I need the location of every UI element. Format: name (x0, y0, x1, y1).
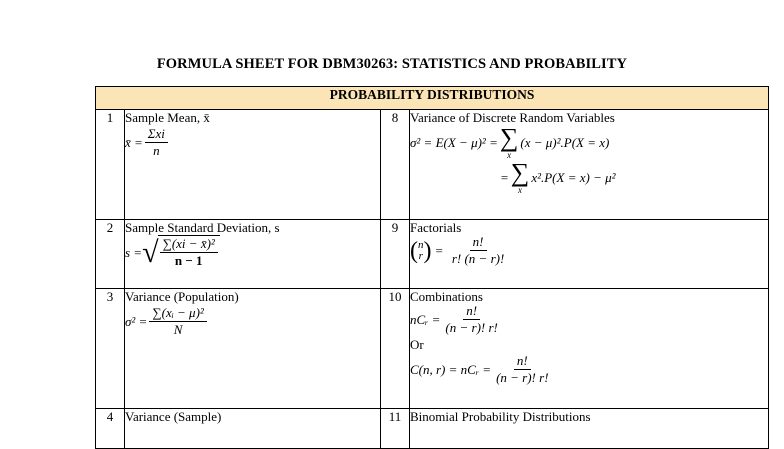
formula-label: Binomial Probability Distributions (410, 409, 591, 424)
table-row (96, 289, 769, 409)
formula-table (95, 86, 769, 449)
formula-lhs: σ² = E(X − μ)² = (410, 134, 498, 150)
formula-number: 10 (381, 289, 410, 409)
formula-label: Sample Mean, x̄ (125, 110, 210, 125)
formula-label: Variance (Sample) (125, 409, 222, 424)
formula-label: Sample Standard Deviation, s (125, 220, 280, 235)
formula-lhs: σ² = (125, 313, 148, 329)
table-row (96, 220, 769, 289)
table-row (96, 110, 769, 220)
fraction (160, 237, 218, 268)
formula-number: 11 (381, 409, 410, 449)
fraction-denominator: r! (n − r)! (451, 251, 505, 266)
formula-lhs: x̄ = (125, 134, 143, 150)
formula-rhs: x².P(X = x) − μ² (531, 169, 616, 185)
formula-expression (125, 235, 380, 271)
fraction (493, 354, 551, 385)
summation-index: x (507, 150, 512, 160)
document-title: FORMULA SHEET FOR DBM30263: STATISTICS AND PROBABILITY (156, 56, 628, 72)
table-row (96, 409, 769, 449)
formula-cell-population-variance (125, 289, 381, 409)
formula-expression (410, 125, 768, 160)
section-banner: PROBABILITY DISTRIBUTIONS (96, 87, 769, 110)
formula-number: 4 (96, 409, 125, 449)
equals-sign: = (435, 242, 443, 258)
formula-lhs: nCᵣ = (410, 311, 441, 327)
formula-lhs: C(n, r) = nCᵣ = (410, 361, 492, 377)
fraction-denominator: N (173, 322, 183, 337)
fraction-numerator: ∑(xᵢ − μ)² (149, 306, 206, 322)
formula-number: 8 (381, 110, 410, 220)
fraction-denominator: n (153, 143, 160, 158)
fraction-numerator: n! (463, 304, 480, 320)
table-banner-row (96, 87, 769, 110)
fraction-numerator: n! (514, 354, 531, 370)
fraction-numerator: ∑(xi − x̄)² (160, 237, 218, 253)
formula-label: Combinations (410, 289, 483, 304)
fraction-numerator: Σxi (145, 127, 168, 143)
binomial-coefficient: ( n r ) (410, 237, 432, 264)
formula-expression (125, 127, 380, 158)
formula-number: 3 (96, 289, 125, 409)
formula-label: Factorials (410, 220, 462, 235)
or-label: Or (410, 337, 424, 352)
formula-cell-factorials (410, 220, 769, 289)
formula-cell-binomial (410, 409, 769, 449)
summation-symbol: ∑ x (510, 158, 530, 195)
formula-cell-discrete-variance (410, 110, 769, 220)
fraction-denominator: (n − r)! r! (496, 370, 549, 385)
formula-lhs: = (500, 169, 509, 185)
summation-symbol: ∑ x (499, 123, 519, 160)
square-root: √ $\frac{\text{∑(xi − x̄)²}}{n - 1}$ (142, 235, 220, 271)
formula-number: 2 (96, 220, 125, 289)
summation-index: x (518, 185, 523, 195)
formula-number: 9 (381, 220, 410, 289)
formula-cell-sample-sd (125, 220, 381, 289)
fraction (442, 304, 500, 335)
fraction-denominator: n − 1 (174, 253, 203, 268)
formula-expression (125, 306, 380, 337)
formula-expression (410, 235, 768, 266)
formula-lhs: s = (125, 245, 143, 260)
formula-expression (410, 304, 768, 335)
fraction-denominator: (n − r)! r! (445, 320, 498, 335)
formula-rhs: (x − μ)².P(X = x) (520, 134, 610, 150)
formula-cell-sample-mean (125, 110, 381, 220)
fraction-numerator: n! (470, 235, 487, 251)
formula-label: Variance of Discrete Random Variables (410, 110, 615, 125)
formula-expression-alt (410, 354, 768, 385)
fraction (149, 306, 206, 337)
formula-label: Variance (Population) (125, 289, 239, 304)
fraction (449, 235, 507, 266)
binom-top: n (418, 238, 424, 251)
formula-number: 1 (96, 110, 125, 220)
formula-cell-sample-variance (125, 409, 381, 449)
fraction (145, 127, 168, 158)
formula-expression-line2 (500, 160, 768, 195)
binom-bottom: r (418, 249, 423, 262)
formula-cell-combinations (410, 289, 769, 409)
